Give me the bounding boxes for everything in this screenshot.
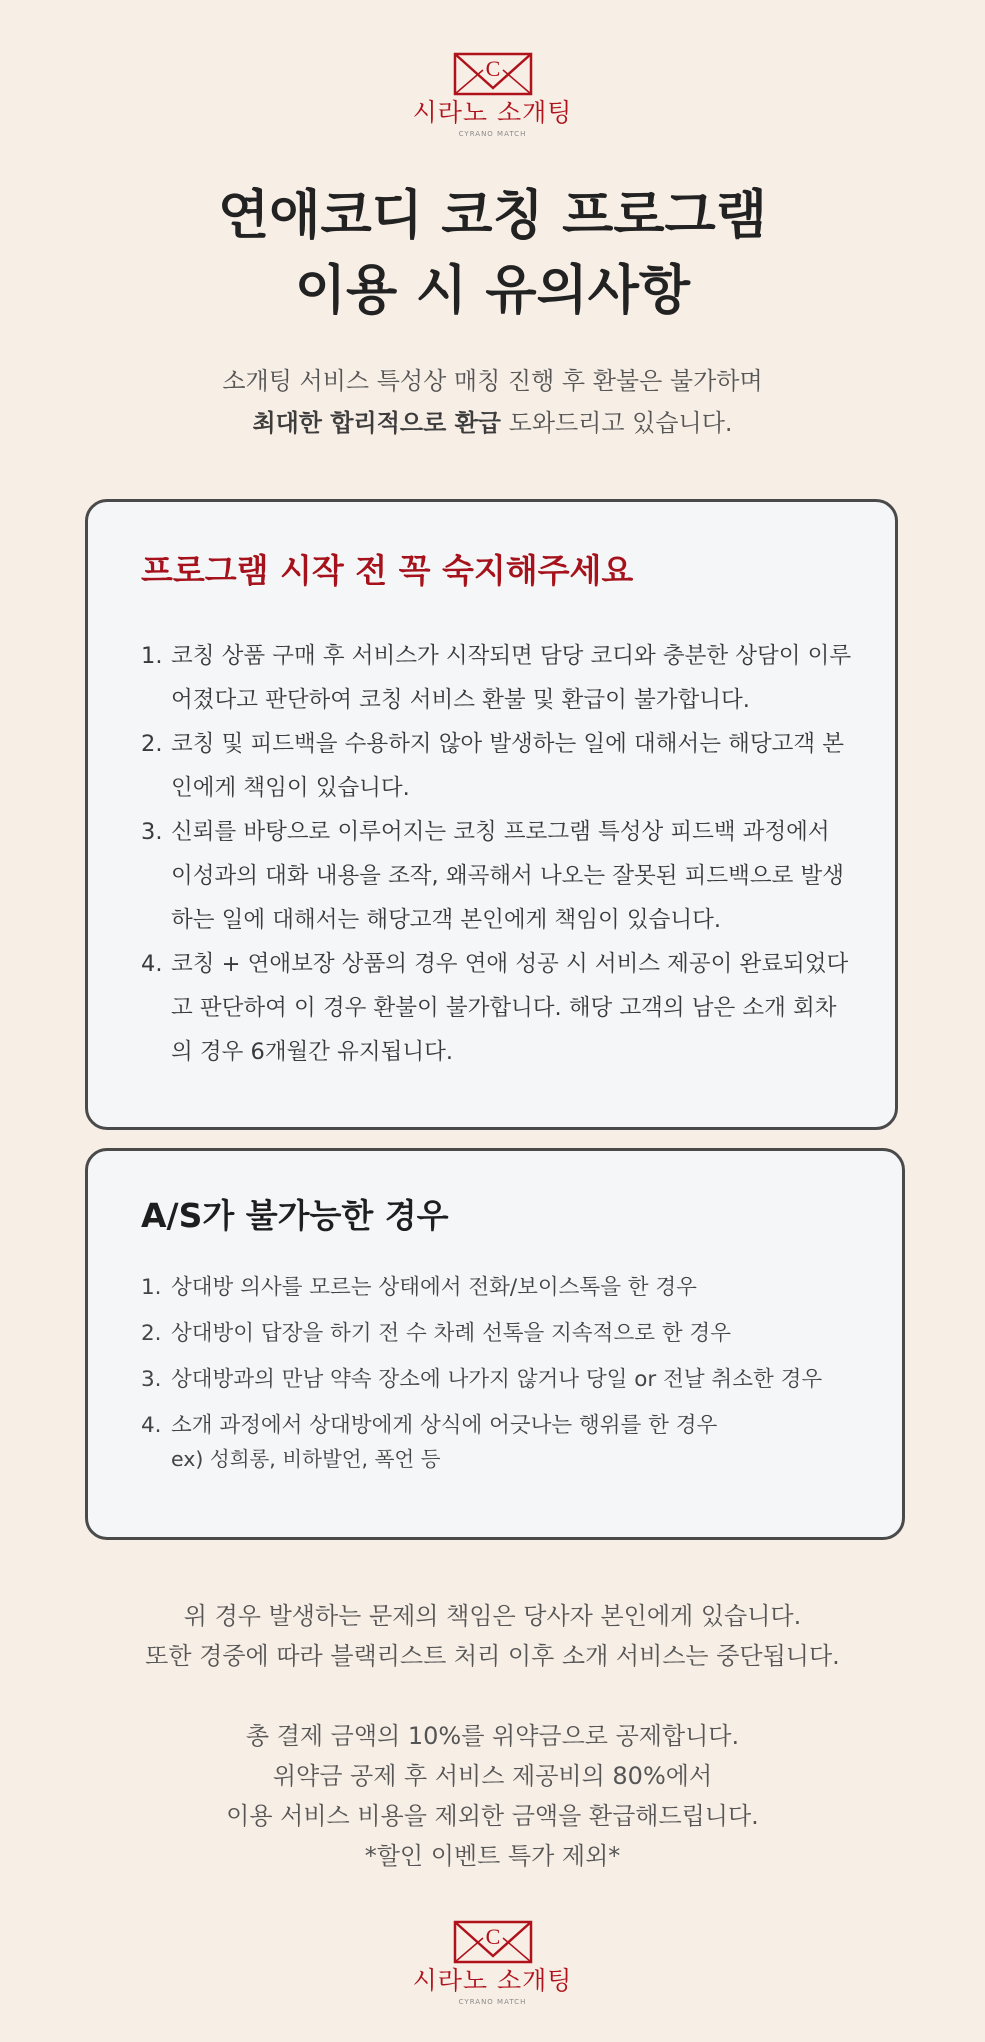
item-main-text: 소개 과정에서 상대방에게 상식에 어긋나는 행위를 한 경우: [171, 1413, 718, 1438]
note-line: 또한 경중에 따라 블랙리스트 처리 이후 소개 서비스는 중단됩니다.: [145, 1642, 840, 1670]
notice-list-item: [141, 722, 855, 810]
page-title: [0, 178, 985, 328]
item-number: 4.: [141, 951, 163, 977]
as-list-item: [141, 1265, 862, 1311]
intro-bold: 최대한 합리적으로 환급: [252, 409, 501, 437]
as-card-heading: A/S가 불가능한 경우: [141, 1196, 449, 1235]
logo-letter: C: [485, 56, 500, 81]
as-list-item: [141, 1403, 862, 1475]
item-example-text: ex) 성희롱, 비하발언, 폭언 등: [171, 1447, 441, 1471]
notice-list: [141, 634, 855, 1074]
logo-letter: C: [485, 1924, 500, 1949]
item-number: 1.: [141, 643, 163, 669]
item-number: 2.: [141, 1321, 162, 1346]
title-line-1: 연애코디 코칭 프로그램: [218, 185, 767, 246]
responsibility-note: [0, 1596, 985, 1676]
logo-sub-name: CYRANO MATCH: [458, 130, 527, 138]
notice-list-item: [141, 810, 855, 942]
item-text: 코칭 및 피드백을 수용하지 않아 발생하는 일에 대해서는 해당고객 본인에게 책임이 있습니다.: [171, 731, 844, 801]
notice-card-heading: 프로그램 시작 전 꼭 숙지해주세요: [141, 551, 634, 590]
as-list-item: [141, 1357, 862, 1403]
notice-list-item: [141, 634, 855, 722]
item-text: 신뢰를 바탕으로 이루어지는 코칭 프로그램 특성상 피드백 과정에서 이성과의 대화 내용을 조작, 왜곡해서 나오는 잘못된 피드백으로 발생하는 일에 대해서는 해당고객 본인에게 책임이 있습니다.: [171, 819, 844, 933]
item-text: [171, 1403, 862, 1475]
note-line: 이용 서비스 비용을 제외한 금액을 환급해드립니다.: [226, 1802, 759, 1830]
as-unavailable-card: [85, 1148, 905, 1540]
intro-text: [0, 360, 985, 444]
logo-top: [0, 52, 985, 138]
logo-brand-name: 시라노 소개팅: [412, 98, 573, 127]
item-number: 3.: [141, 819, 163, 845]
item-text: 상대방이 답장을 하기 전 수 차례 선톡을 지속적으로 한 경우: [171, 1321, 731, 1346]
logo-bottom: [0, 1920, 985, 2006]
item-text: 상대방과의 만남 약속 장소에 나가지 않거나 당일 or 전날 취소한 경우: [171, 1367, 823, 1392]
item-number: 4.: [141, 1413, 162, 1438]
notice-card: [85, 499, 898, 1130]
item-text: 상대방 의사를 모르는 상태에서 전화/보이스톡을 한 경우: [171, 1275, 697, 1300]
as-list: [141, 1265, 862, 1475]
item-text: 코칭 상품 구매 후 서비스가 시작되면 담당 코디와 충분한 상담이 이루어졌다고 판단하여 코칭 서비스 환불 및 환급이 불가합니다.: [171, 643, 852, 713]
logo-sub-name: CYRANO MATCH: [458, 1998, 527, 2006]
title-line-2: 이용 시 유의사항: [294, 260, 691, 321]
intro-line-1: 소개팅 서비스 특성상 매칭 진행 후 환불은 불가하며: [222, 367, 763, 395]
logo-brand-name: 시라노 소개팅: [412, 1966, 573, 1995]
item-number: 3.: [141, 1367, 162, 1392]
note-line: 위약금 공제 후 서비스 제공비의 80%에서: [272, 1762, 713, 1790]
item-number: 1.: [141, 1275, 162, 1300]
intro-line-2-rest: 도와드리고 있습니다.: [501, 409, 733, 437]
as-list-item: [141, 1311, 862, 1357]
cyrano-envelope-logo-icon: [453, 1920, 533, 1964]
cyrano-envelope-logo-icon: [453, 52, 533, 96]
note-line: 총 결제 금액의 10%를 위약금으로 공제합니다.: [245, 1722, 740, 1750]
item-text: 코칭 + 연애보장 상품의 경우 연애 성공 시 서비스 제공이 완료되었다고 판단하여 이 경우 환불이 불가합니다. 해당 고객의 남은 소개 회차의 경우 6개월간 유지됩니다.: [171, 951, 849, 1065]
item-number: 2.: [141, 731, 163, 757]
refund-policy-note: [0, 1716, 985, 1876]
note-line: 위 경우 발생하는 문제의 책임은 당사자 본인에게 있습니다.: [183, 1602, 802, 1630]
notice-list-item: [141, 942, 855, 1074]
note-line: *할인 이벤트 특가 제외*: [364, 1842, 621, 1870]
